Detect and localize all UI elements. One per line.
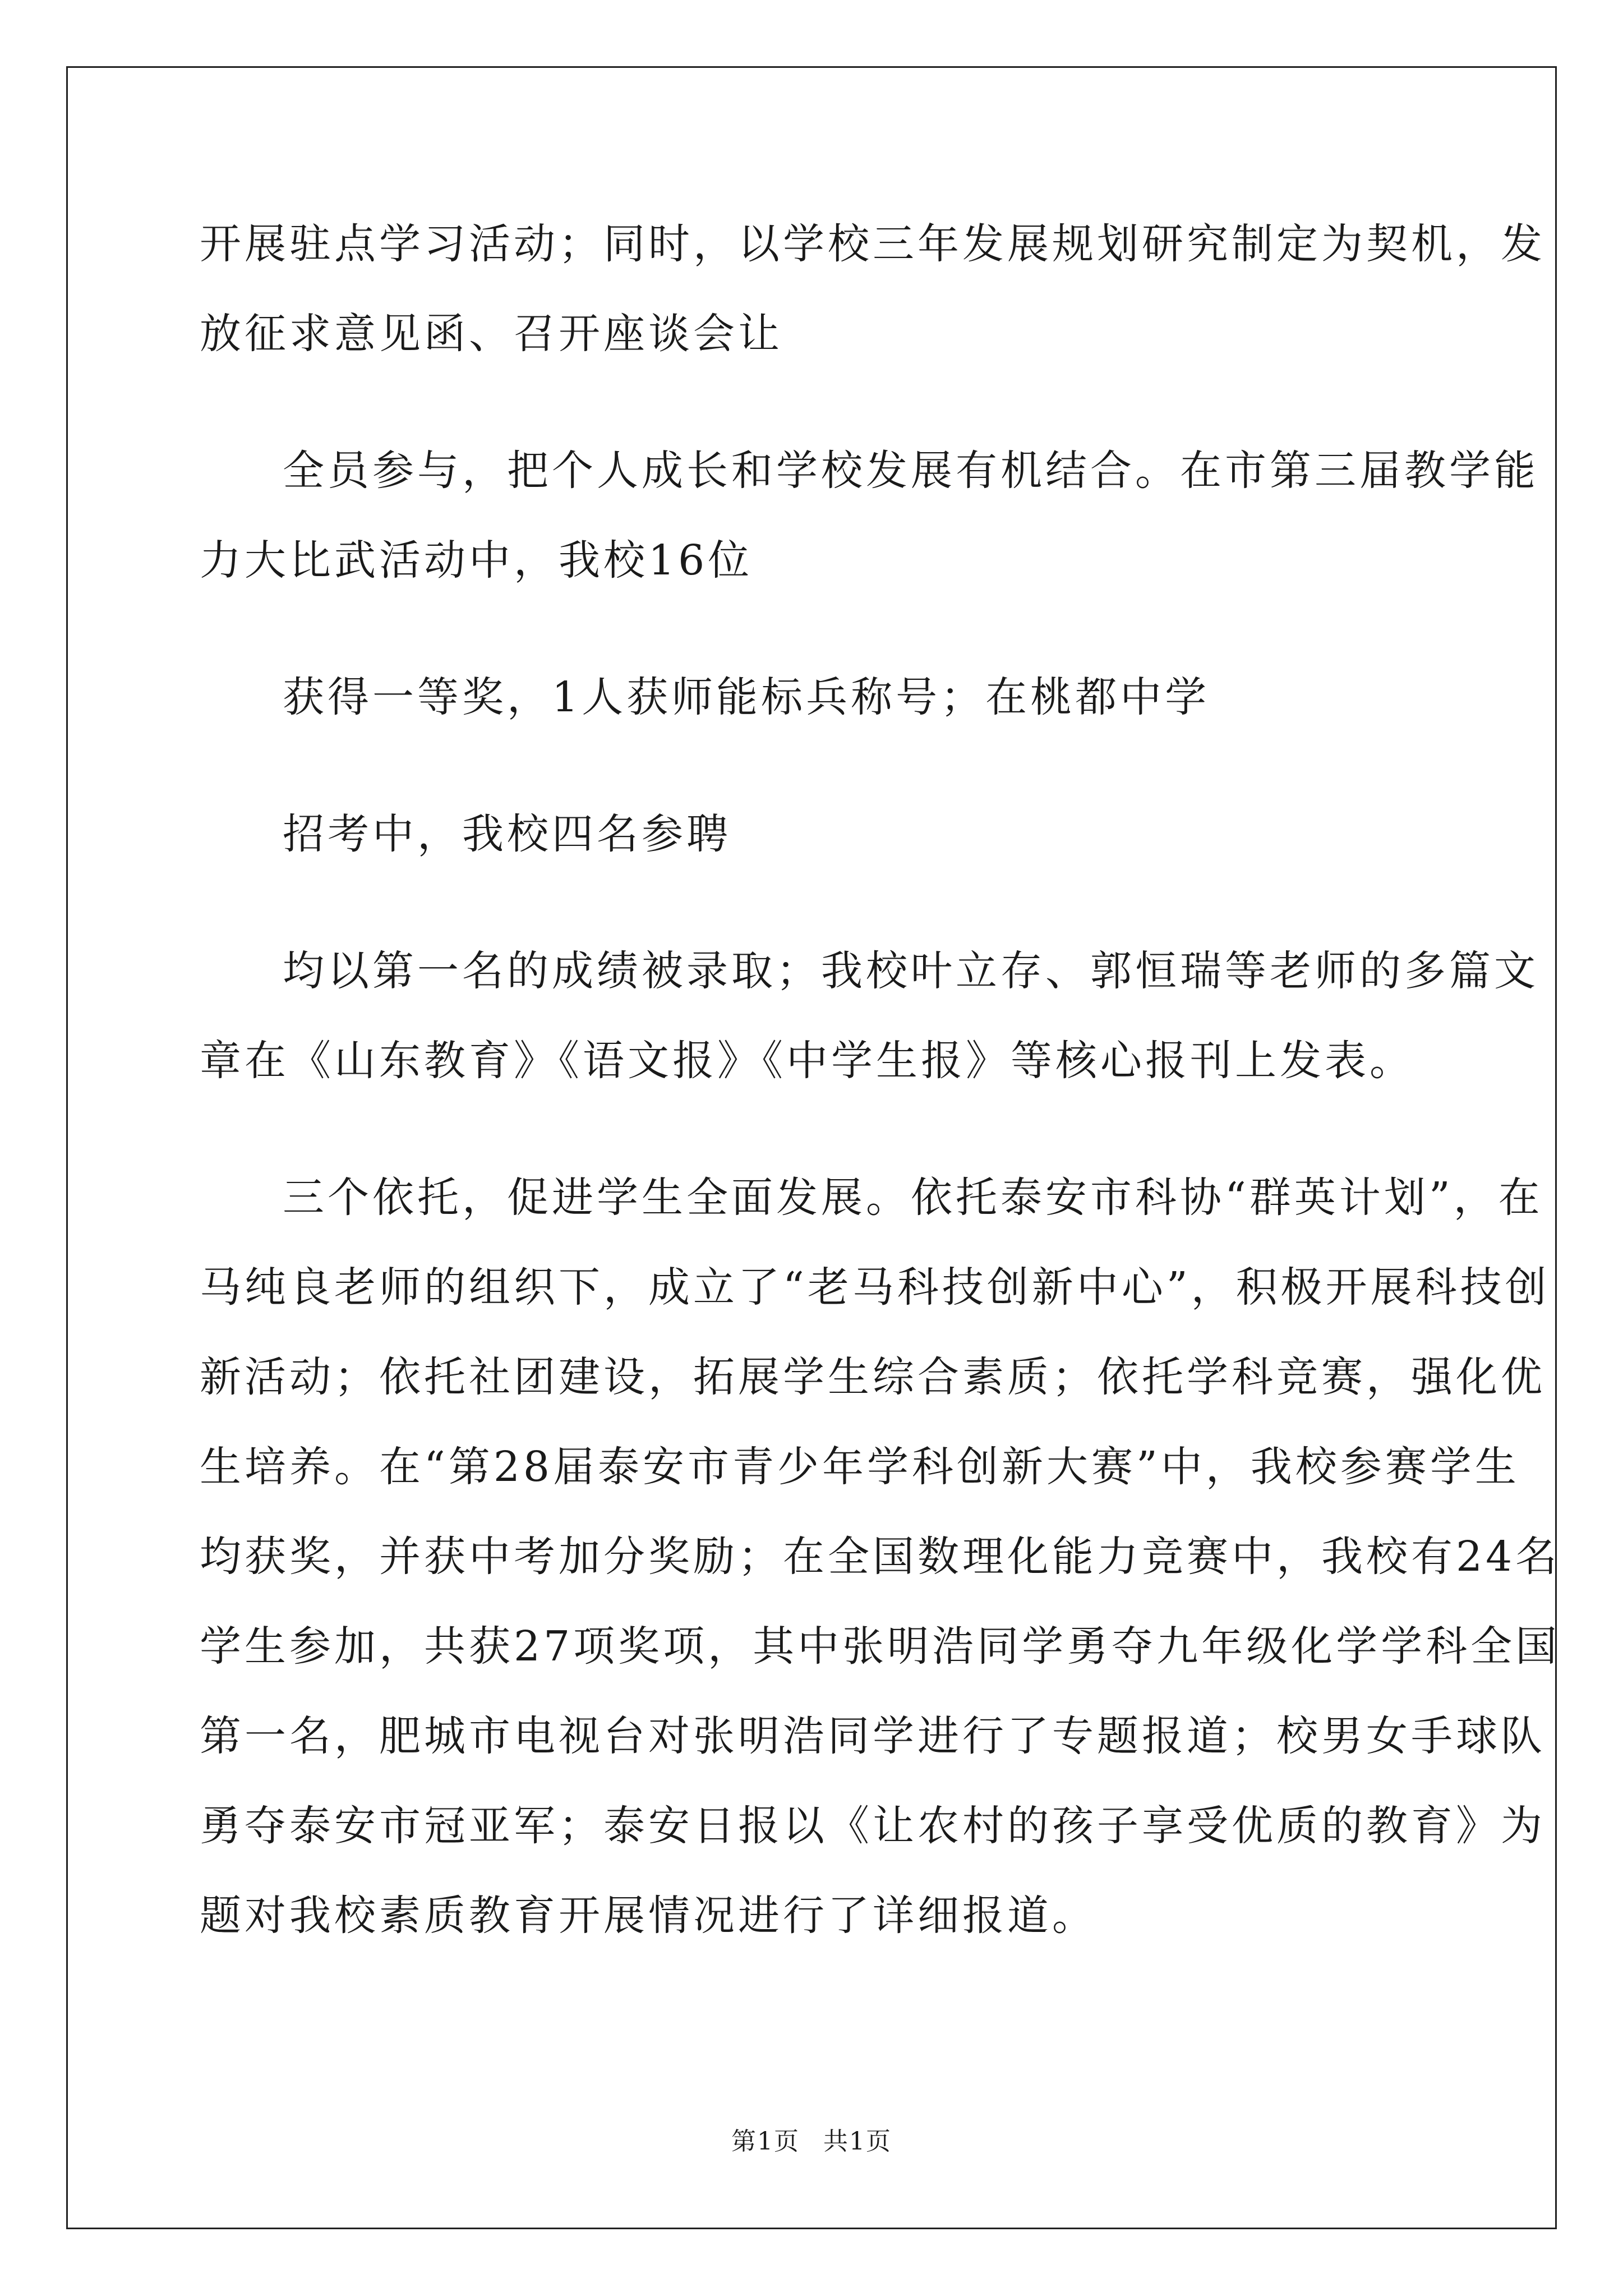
text-line: 招考中，我校四名参聘 [283,810,731,858]
text-line: 学生参加，共获27项奖项，其中张明浩同学勇夺九年级化学学科全国 [200,1622,1561,1671]
text-line: 三个依托，促进学生全面发展。依托泰安市科协“群英计划”，在 [283,1174,1543,1222]
text-line: 第一名，肥城市电视台对张明浩同学进行了专题报道；校男女手球队 [200,1712,1546,1760]
text-line: 均获奖，并获中考加分奖励；在全国数理化能力竞赛中，我校有24名 [200,1533,1561,1581]
text-line: 力大比武活动中，我校16位 [200,536,753,585]
text-line: 题对我校素质教育开展情况进行了详细报道。 [200,1892,1097,1940]
page-footer [0,2126,1623,2157]
text-line: 勇夺泰安市冠亚军；泰安日报以《让农村的孩子享受优质的教育》为 [200,1802,1546,1850]
text-line: 全员参与，把个人成长和学校发展有机结合。在市第三届教学能 [283,447,1539,495]
text-line: 放征求意见函、召开座谈会让 [200,310,783,358]
text-line: 开展驻点学习活动；同时，以学校三年发展规划研究制定为契机，发 [200,220,1546,268]
text-line: 生培养。在“第28届泰安市青少年学科创新大赛”中，我校参赛学生 [200,1443,1520,1491]
text-line: 获得一等奖，1人获师能标兵称号；在桃都中学 [283,673,1210,721]
text-line: 马纯良老师的组织下，成立了“老马科技创新中心”，积极开展科技创 [200,1263,1550,1312]
text-line: 新活动；依托社团建设，拓展学生综合素质；依托学科竞赛，强化优 [200,1353,1546,1401]
text-line: 均以第一名的成绩被录取；我校叶立存、郭恒瑞等老师的多篇文 [283,947,1539,995]
text-line: 章在《山东教育》《语文报》《中学生报》等核心报刊上发表。 [200,1037,1414,1085]
page-number: 第1页 [731,2127,800,2156]
page-total: 共1页 [823,2127,892,2156]
